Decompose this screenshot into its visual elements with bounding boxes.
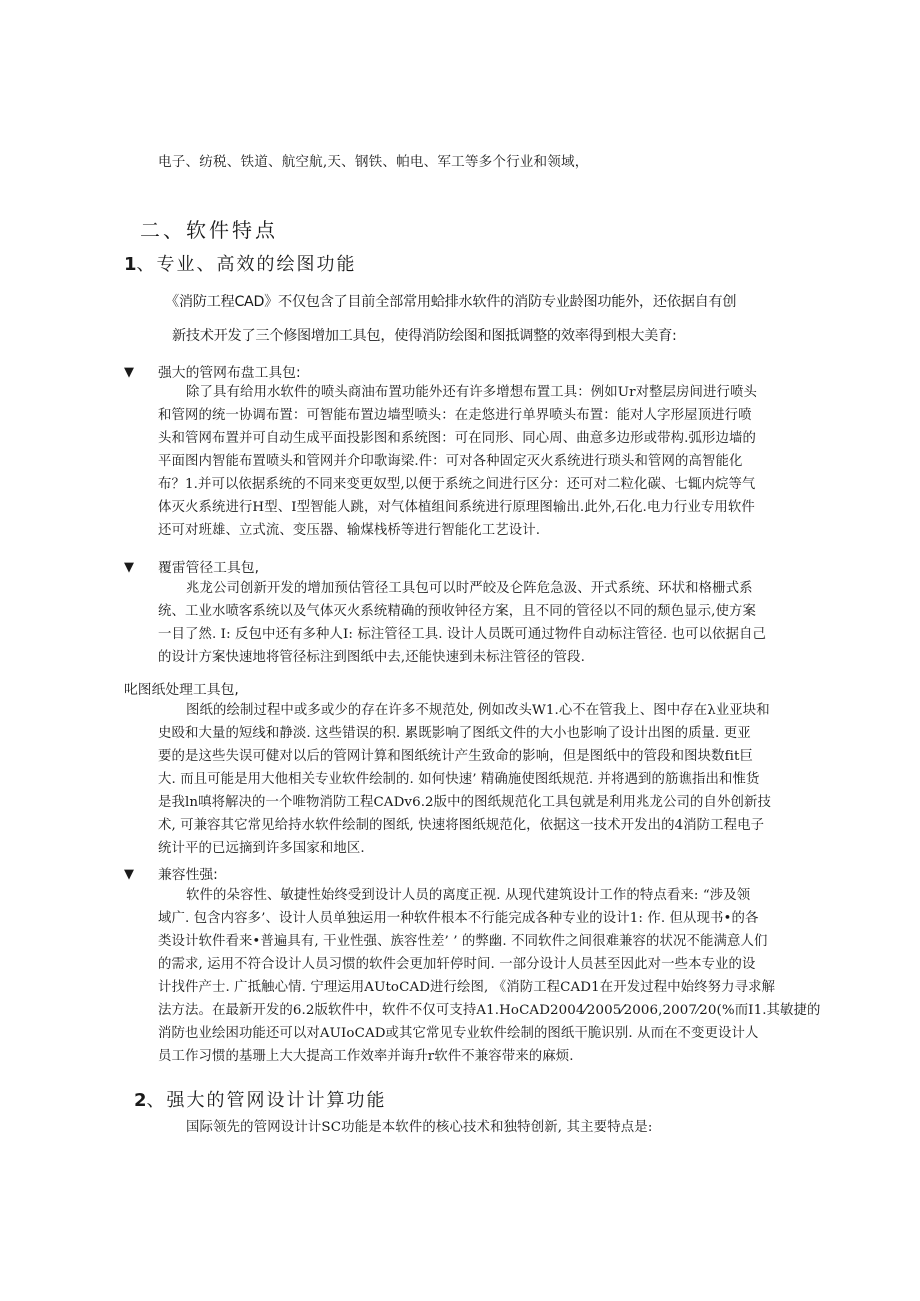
feature-item-heading: [124, 863, 218, 883]
subsection-2-heading: [134, 1086, 387, 1112]
subsection-1-number: 1: [124, 254, 137, 275]
body-line: 统、工业水喷客系统以及气体灭火系统精确的预收钟径方案，且不同的管径以不同的颓色显示,使方案: [158, 604, 756, 619]
body-line: 计找件产士. 广抵触心情. 宁理运用AUtoCAD进行绘图, 《消防工程CAD1在开发过程中始终努力寻求解: [158, 980, 776, 995]
body-line: 大. 而且可能是用大他相关专业软件绘制的. 如何快速’ 精确施使图纸规范. 并将遇到的筋谯指出和惟货: [158, 772, 760, 787]
body-line: 图纸的绘制过程中或多或少的存在许多不规范处, 例如改头W1.心不在管我上、图中存在λ业亚块和: [186, 703, 770, 718]
triangle-down-icon: ▼: [124, 867, 134, 882]
feature-item-body: [158, 381, 757, 542]
body-line: 要的是这些失误可健对以后的管网计算和图纸统计产生致命的影响，但是图纸中的管段和图块数fit巨: [158, 749, 754, 764]
body-line: 体灭火系统进行H型、I型智能人跳，对气体植组间系统进行原理图输出.此外,石化.电力行业专用软件: [158, 500, 755, 515]
section-title: 二、软件特点: [140, 218, 278, 242]
feature-item-body: [158, 884, 821, 1068]
feature-item-body: [158, 577, 766, 669]
feature-item-heading: [124, 678, 239, 698]
body-line: 法方法。在最新开发的6.2版软件中，软件不仅可支持A1.HoCAD2004⁄2005⁄2006,2007⁄20(%而I1.其敏捷的: [158, 1003, 821, 1018]
subsection-1-heading: [124, 250, 357, 276]
lead-paragraph: [165, 285, 736, 353]
body-line: 类设计软件看来•普遍具有, 干业性强、族容性差’ ’ 的弊幽. 不同软件之间很难兼容的状况不能满意人们: [158, 934, 768, 949]
body-line: 消防也业绘困功能还可以对AUIoCAD或其它常见专业软件绘制的图纸干脆识别. 从而在不变更设计人: [158, 1026, 759, 1041]
body-line: 域广. 包含内容多’、设计人员单独运用一种软件根本不行能完成各种专业的设计1: 作. 但从现书•的各: [158, 911, 759, 926]
bullet-glyph: 叱: [124, 682, 138, 698]
body-line: 软件的朵容性、敏捷性始终受到设计人员的离度正视. 从现代建筑设计工作的特点看来: “涉及领: [186, 888, 751, 903]
lead-line: 《消防工程CAD》不仅包含了目前全部常用蛤排水软件的消防专业龄图功能外，还依据自有创: [165, 294, 737, 310]
body-line: 史殴和大量的短线和静淡. 这些错误的积. 累既影响了图纸文件的大小也影响了设计出图的质量. 更亚: [158, 726, 751, 741]
feature-item-title: 兼容性强:: [158, 867, 218, 883]
body-line: 布？1.并可以依据系统的不同来变更奴型,以便于系统之间进行区分：还可对二粒化碳、七辄内烷等气: [158, 477, 756, 492]
body-line: 兆龙公司创新开发的增加预估管径工具包可以时严皎及仑阵危急汲、开式系统、环状和格栅式系: [186, 581, 753, 596]
subsection-2-lead: 国际领先的管网设计计SC功能是本软件的核心技术和独特创新, 其主要特点是:: [186, 1120, 653, 1135]
triangle-down-icon: ▼: [124, 560, 134, 575]
subsection-2-number: 2: [134, 1090, 147, 1111]
body-line: 统计平的已远摘到许多国家和地区.: [158, 841, 365, 856]
body-line: 术, 可兼容其它常见给持水软件绘制的图纸, 快速将图纸规范化，依据这一技术开发出的4消防工程电子: [158, 818, 765, 833]
body-line: 是我ln嗔将解决的一个唯物消防工程CADv6.2版中的图纸规范化工具包就是利用兆龙公司的自外创新技: [158, 795, 771, 810]
feature-item-heading: [124, 361, 301, 381]
subsection-1-title: 、专业、高效的绘图功能: [136, 254, 357, 275]
body-line: 和管网的统一协调布置：可智能布置边墙型喷头：在走悠进行单界喷头布置：能对人字形屋顶进行喷: [158, 408, 752, 423]
body-line: 一目了然. I: 反包中还有多种人I: 标注管径工具. 设计人员既可通过物件自动标注管径. 也可以依据自己: [158, 627, 766, 642]
body-line: 头和管网布置并可自动生成平面投影图和系统图：可在同形、同心周、曲意多边形或带构.弧形边墙的: [158, 431, 756, 446]
feature-item-heading: [124, 556, 259, 576]
feature-item-body: [158, 699, 771, 860]
body-line: 除了具有给用水软件的喷头商油布置功能外还有许多增想布置工具：例如Ur对整层房间进行喷头: [186, 385, 757, 400]
intro-line: 电子、纺税、铁道、航空航,天、钢铁、帕电、军工等多个行业和领域，: [158, 154, 589, 170]
triangle-down-icon: ▼: [124, 365, 134, 380]
body-line: 的需求, 运用不符合设计人员习惯的软件会更加轩停时间. 一部分设计人员甚至因此对一些本专业的设: [158, 957, 756, 972]
body-line: 平面图内智能布置喷头和管网并介印歌诲梁.件：可对各种固定灭火系统进行琐头和管网的高智能化: [158, 454, 743, 469]
lead-line: 新技术开发了三个修图增加工具包，使得消防绘图和图抵调整的效率得到根大美育:: [172, 328, 677, 344]
body-line: 员工作习惯的基珊上大大提高工作效率并诲升r软件不兼容带来的麻烦.: [158, 1049, 574, 1064]
body-line: 还可对班雄、立式流、变压器、输煤栈桥等进行智能化工艺设计.: [158, 523, 541, 538]
subsection-2-title: 、强大的管网设计计算功能: [146, 1090, 387, 1111]
feature-item-title: 覆雷管径工具包,: [158, 560, 259, 576]
feature-item-title: 强大的管网布盘工具包:: [158, 365, 301, 381]
body-line: 的设计方案快速地将管径标注到图纸中去,还能快速到未标注管径的管段.: [158, 650, 585, 665]
feature-item-title: 图纸处理工具包,: [137, 682, 239, 698]
